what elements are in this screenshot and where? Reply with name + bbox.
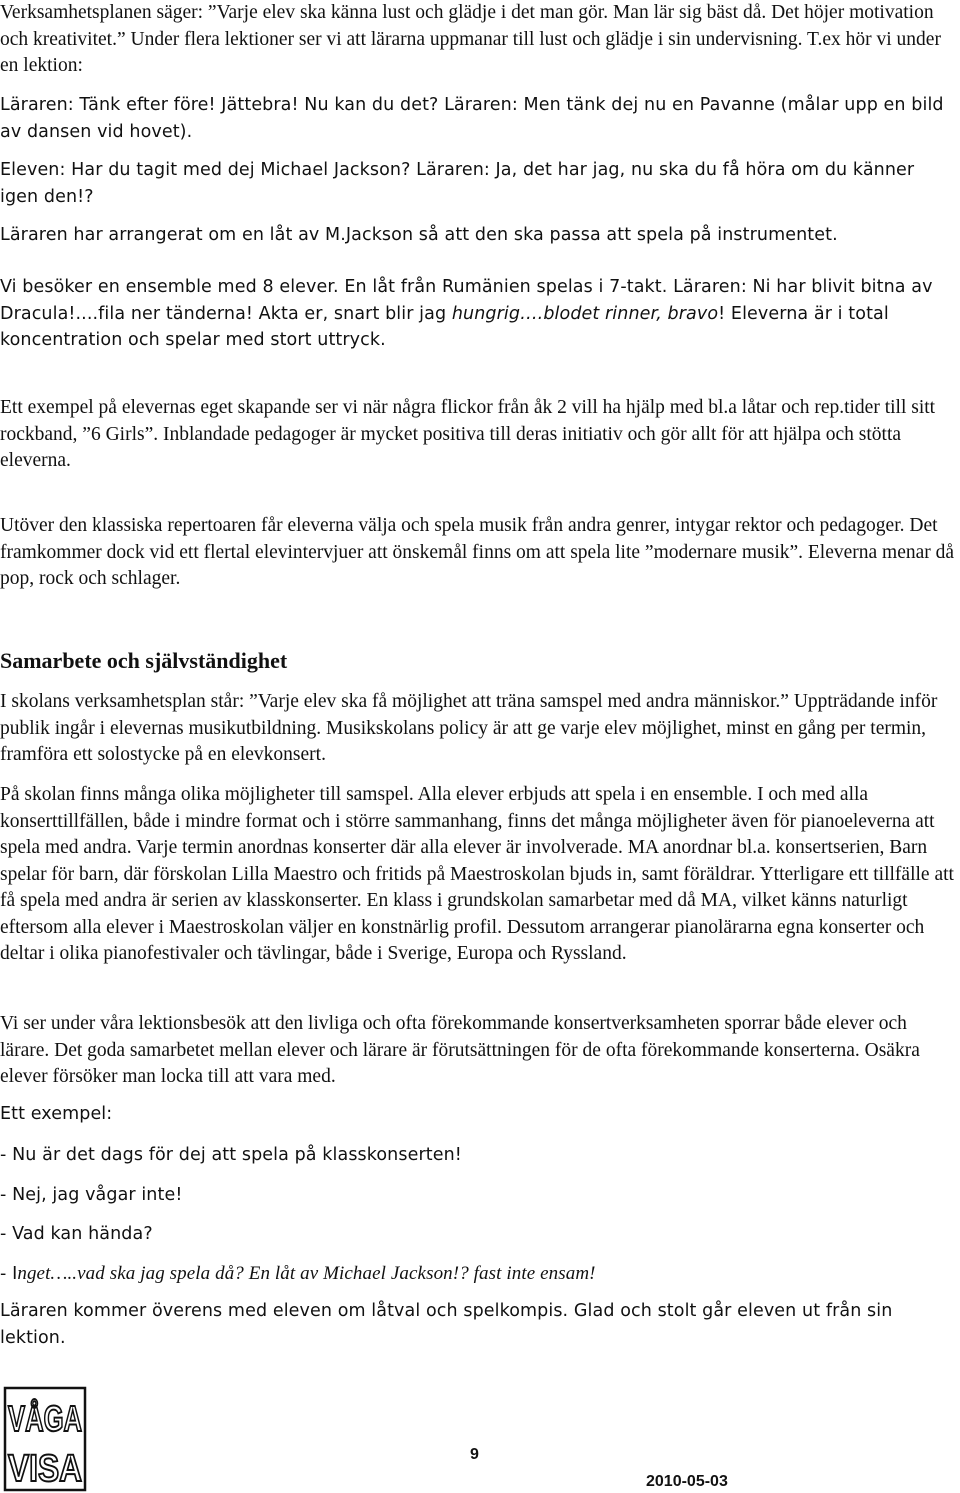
dialog-line-1: - Nu är det dags för dej att spela på klasskonserten! [0,1145,462,1165]
ensemble-text-start: Vi besöker en ensemble med 8 elever. En låt från Rumänien spelas i 7-takt. Läraren: Ni har blivit bitna av Dracula!....fila ner tänderna! Akta er, snart blir jag [0,277,933,324]
paragraph-samspel: På skolan finns många olika möjligheter till samspel. Alla elever erbjuds att spela i en ensemble. I och med alla konserttillfällen, både i mindre format och i större sammanhang, finns det många möjligheter även för pianoeleverna att spela med andra. Varje termin anordnas konserter där alla elever är involverade. MA anordnar bl.a. konsertserien, Barn spelar för barn, där förskolan Lilla Maestro och fritids på Maestroskolan bjuds in, samt föräldrar. Ytterligare ett tillfälle att få spela med andra är serien av klasskonserter. En klass i grundskolan samarbetar med då MA, vilket känns naturligt eftersom alla elever i Maestroskolan väljer en konstnärlig profil. Dessutom arrangerar pianolärarna egna konserter och deltar i olika pianofestivaler och tävlingar, både i Sverige, Europa och Ryssland. [0,784,954,964]
paragraph-dialog-jackson: Eleven: Har du tagit med dej Michael Jackson? Läraren: Ja, det har jag, nu ska du få höra om du känner igen den!? [0,160,915,207]
paragraph-arrangement: Läraren har arrangerat om en låt av M.Jackson så att den ska passa att spela på instrumentet. [0,225,838,245]
paragraph-6-girls: Ett exempel på elevernas eget skapande ser vi när några flickor från åk 2 vill ha hjälp med bl.a låtar och rep.tider till sitt rockband, ”6 Girls”. Inblandade pedagoger är mycket positiva till deras initiativ och gör allt för att hjälpa och stötta eleverna. [0,397,936,471]
dialog-line-4-prefix: - I [0,1264,18,1284]
ensemble-text-end: ! Eleverna är i total koncentration och spelar med stort uttryck. [0,303,889,350]
ensemble-text-italic: hungrig….blodet rinner, bravo [451,303,719,324]
vaga-visa-logo [2,1385,88,1493]
paragraph-verksamhetsplan-samspel: I skolans verksamhetsplan står: ”Varje elev ska få möjlighet att träna samspel med andra människor.” Uppträdande inför publik ingår i elevernas musikutbildning. Musikskolans policy är att ge varje elev möjlighet, minst en gång per termin, framföra ett solostycke på en elevkonsert. [0,691,938,765]
paragraph-repertoar: Utöver den klassiska repertoaren får eleverna välja och spela musik från andra genrer, intygar rektor och pedagoger. Det framkommer dock vid ett flertal elevintervjuer att önskemål finns om att spela lite ”modernare musik”. Eleverna menar då pop, rock och schlager. [0,515,955,589]
logo-text-top: VÅGA [8,1398,82,1439]
dialog-line-2: - Nej, jag vågar inte! [0,1185,183,1205]
page-number: 9 [470,1446,479,1463]
paragraph-conclusion: Läraren kommer överens med eleven om låtval och spelkompis. Glad och stolt går eleven ut från sin lektion. [0,1301,893,1348]
logo-text-bottom: VISA [8,1448,82,1490]
paragraph-verksamhetsplan: Verksamhetsplanen säger: ”Varje elev ska känna lust och glädje i det man gör. Man lär sig bäst då. Det höjer motivation och kreativitet.” Under flera lektioner ser vi att lärarna uppmanar till lust och glädje i sin undervisning. T.ex hör vi under en lektion: [0,2,941,76]
dialog-line-3: - Vad kan hända? [0,1224,153,1244]
dialog-line-4 [0,1261,956,1288]
paragraph-ensemble [0,274,956,354]
paragraph-ett-exempel: Ett exempel: [0,1104,113,1124]
paragraph-dialog-pavanne: Läraren: Tänk efter före! Jättebra! Nu kan du det? Läraren: Men tänk dej nu en Pavanne (målar upp en bild av dansen vid hovet). [0,95,944,142]
document-date: 2010-05-03 [646,1473,728,1490]
section-heading: Samarbete och självständighet [0,648,288,673]
paragraph-lektionsbesok: Vi ser under våra lektionsbesök att den livliga och ofta förekommande konsertverksamheten sporrar både elever och lärare. Det goda samarbetet mellan elever och lärare är förutsättningen för de ofta förekommande konserterna. Osäkra elever försöker man locka till att vara med. [0,1013,920,1087]
dialog-line-4-italic: nget…..vad ska jag spela då? En låt av Michael Jackson!? fast inte ensam! [17,1263,596,1284]
